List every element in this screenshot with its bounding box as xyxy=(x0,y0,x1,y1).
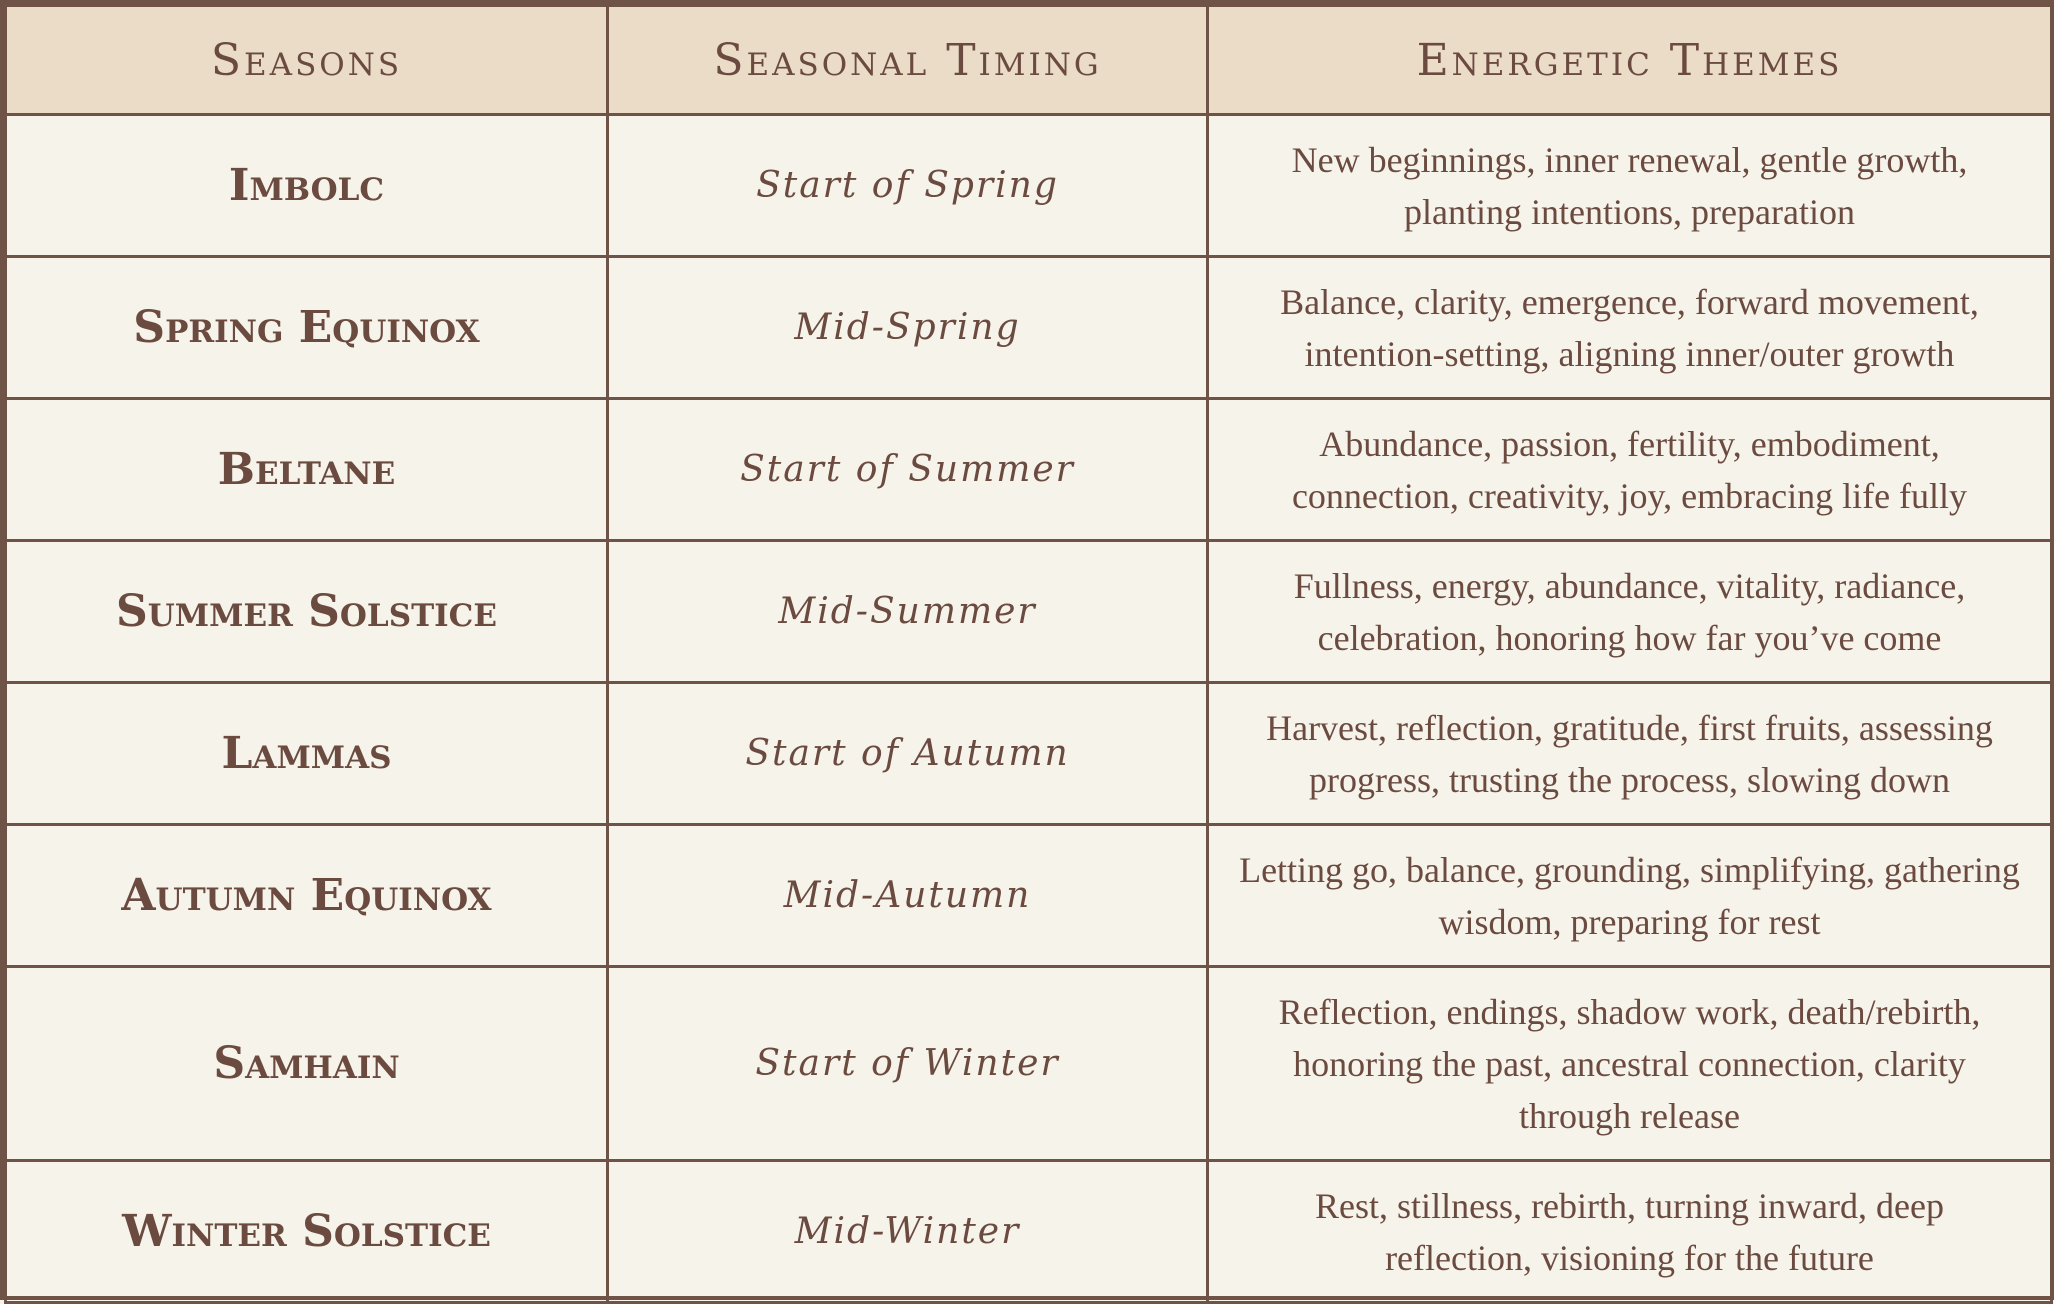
table-row xyxy=(6,257,2052,399)
season-themes: New beginnings, inner renewal, gentle growth, planting intentions, preparation xyxy=(1208,115,2052,257)
season-name: Imbolc xyxy=(6,115,608,257)
season-themes: Harvest, reflection, gratitude, first fruits, assessing progress, trusting the process, slowing down xyxy=(1208,683,2052,825)
season-timing: Mid-Summer xyxy=(608,541,1208,683)
season-name: Summer Solstice xyxy=(6,541,608,683)
table-row xyxy=(6,399,2052,541)
season-themes: Letting go, balance, grounding, simplifying, gathering wisdom, preparing for rest xyxy=(1208,825,2052,967)
table-row xyxy=(6,683,2052,825)
season-name: Samhain xyxy=(6,967,608,1161)
season-timing: Start of Winter xyxy=(608,967,1208,1161)
season-themes: Reflection, endings, shadow work, death/rebirth, honoring the past, ancestral connection, clarity through release xyxy=(1208,967,2052,1161)
season-name: Lammas xyxy=(6,683,608,825)
season-timing: Mid-Autumn xyxy=(608,825,1208,967)
season-timing: Mid-Spring xyxy=(608,257,1208,399)
season-name: Beltane xyxy=(6,399,608,541)
season-timing: Start of Spring xyxy=(608,115,1208,257)
table-row xyxy=(6,541,2052,683)
season-name: Winter Solstice xyxy=(6,1161,608,1303)
table-row xyxy=(6,1161,2052,1303)
header-seasons: Seasons xyxy=(6,6,608,115)
season-themes: Rest, stillness, rebirth, turning inward, deep reflection, visioning for the future xyxy=(1208,1161,2052,1303)
header-seasonal-timing: Seasonal Timing xyxy=(608,6,1208,115)
season-themes: Balance, clarity, emergence, forward movement, intention-setting, aligning inner/outer growth xyxy=(1208,257,2052,399)
season-name: Autumn Equinox xyxy=(6,825,608,967)
season-name: Spring Equinox xyxy=(6,257,608,399)
table-row xyxy=(6,967,2052,1161)
season-timing: Start of Autumn xyxy=(608,683,1208,825)
season-timing: Start of Summer xyxy=(608,399,1208,541)
season-themes: Abundance, passion, fertility, embodiment, connection, creativity, joy, embracing life fully xyxy=(1208,399,2052,541)
season-timing: Mid-Winter xyxy=(608,1161,1208,1303)
table-header-row xyxy=(6,6,2052,115)
table-row xyxy=(6,825,2052,967)
seasons-table xyxy=(4,4,2053,1304)
season-themes: Fullness, energy, abundance, vitality, radiance, celebration, honoring how far you’ve come xyxy=(1208,541,2052,683)
header-energetic-themes: Energetic Themes xyxy=(1208,6,2052,115)
table-row xyxy=(6,115,2052,257)
